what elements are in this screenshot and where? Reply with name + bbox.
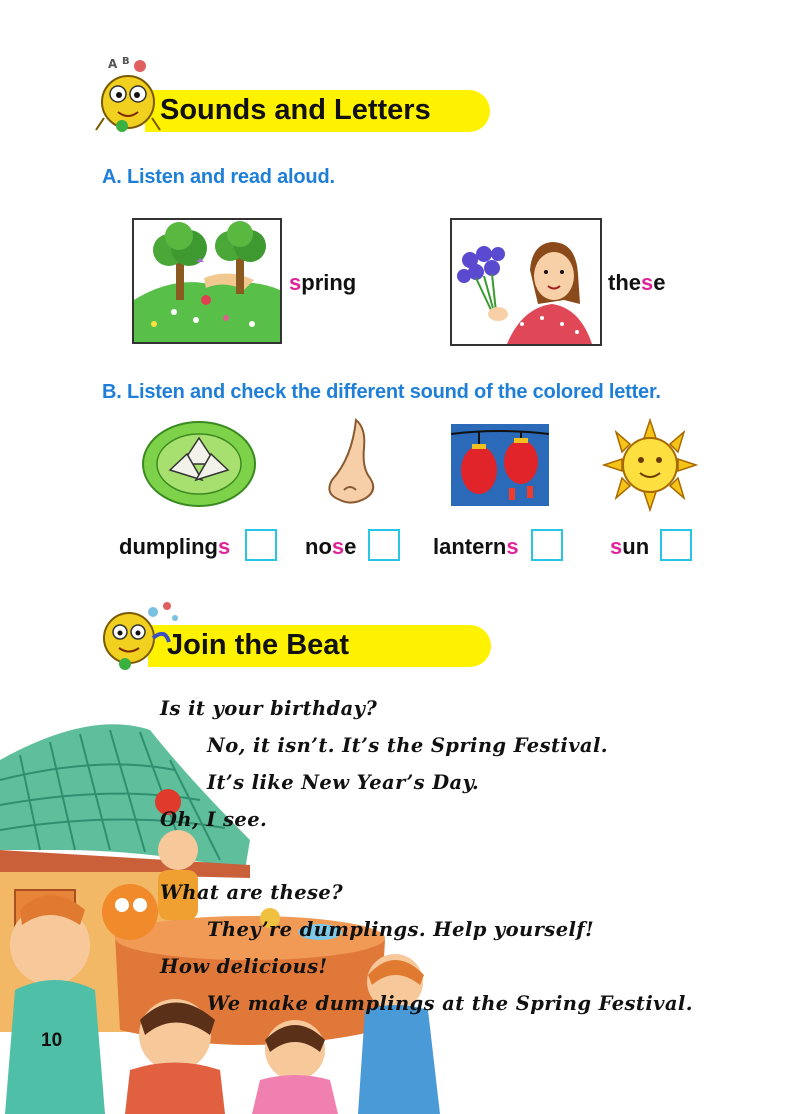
instruction-a: A. Listen and read aloud. bbox=[102, 166, 335, 188]
dialogue-line: What are these? bbox=[160, 881, 344, 904]
lanterns-picture bbox=[451, 424, 549, 506]
checkbox-nose[interactable] bbox=[368, 529, 400, 561]
checkbox-dumplings[interactable] bbox=[245, 529, 277, 561]
checkbox-sun[interactable] bbox=[660, 529, 692, 561]
dialogue-line: It’s like New Year’s Day. bbox=[207, 771, 480, 794]
dumplings-picture bbox=[142, 418, 257, 508]
nose-picture bbox=[322, 418, 382, 510]
dialogue-line: How delicious! bbox=[160, 955, 328, 978]
section-title: Sounds and Letters bbox=[160, 94, 431, 126]
festival-illustration bbox=[0, 700, 560, 1114]
dialogue-line: They’re dumplings. Help yourself! bbox=[207, 918, 595, 941]
dialogue-line: Is it your birthday? bbox=[160, 697, 378, 720]
svg-text:B: B bbox=[122, 56, 130, 67]
these-picture bbox=[450, 218, 602, 346]
page-number: 10 bbox=[41, 1030, 63, 1051]
word-lanterns: lanterns bbox=[433, 534, 519, 559]
mascot-icon bbox=[92, 52, 164, 140]
sun-picture bbox=[596, 418, 704, 512]
dialogue-line: Oh, I see. bbox=[160, 808, 268, 831]
section-title: Join the Beat bbox=[167, 629, 350, 661]
word-sun: sun bbox=[610, 534, 650, 559]
dialogue-line: We make dumplings at the Spring Festival. bbox=[207, 992, 693, 1015]
instruction-b: B. Listen and check the different sound of the colored letter. bbox=[102, 381, 661, 403]
spring-picture bbox=[132, 218, 282, 344]
checkbox-lanterns[interactable] bbox=[531, 529, 563, 561]
word-spring: spring bbox=[289, 270, 357, 295]
word-nose: nose bbox=[305, 534, 357, 559]
dialogue-line: No, it isn’t. It’s the Spring Festival. bbox=[207, 734, 608, 757]
svg-text:A: A bbox=[108, 57, 118, 71]
word-dumplings: dumplings bbox=[119, 534, 231, 559]
word-these: these bbox=[608, 270, 666, 295]
